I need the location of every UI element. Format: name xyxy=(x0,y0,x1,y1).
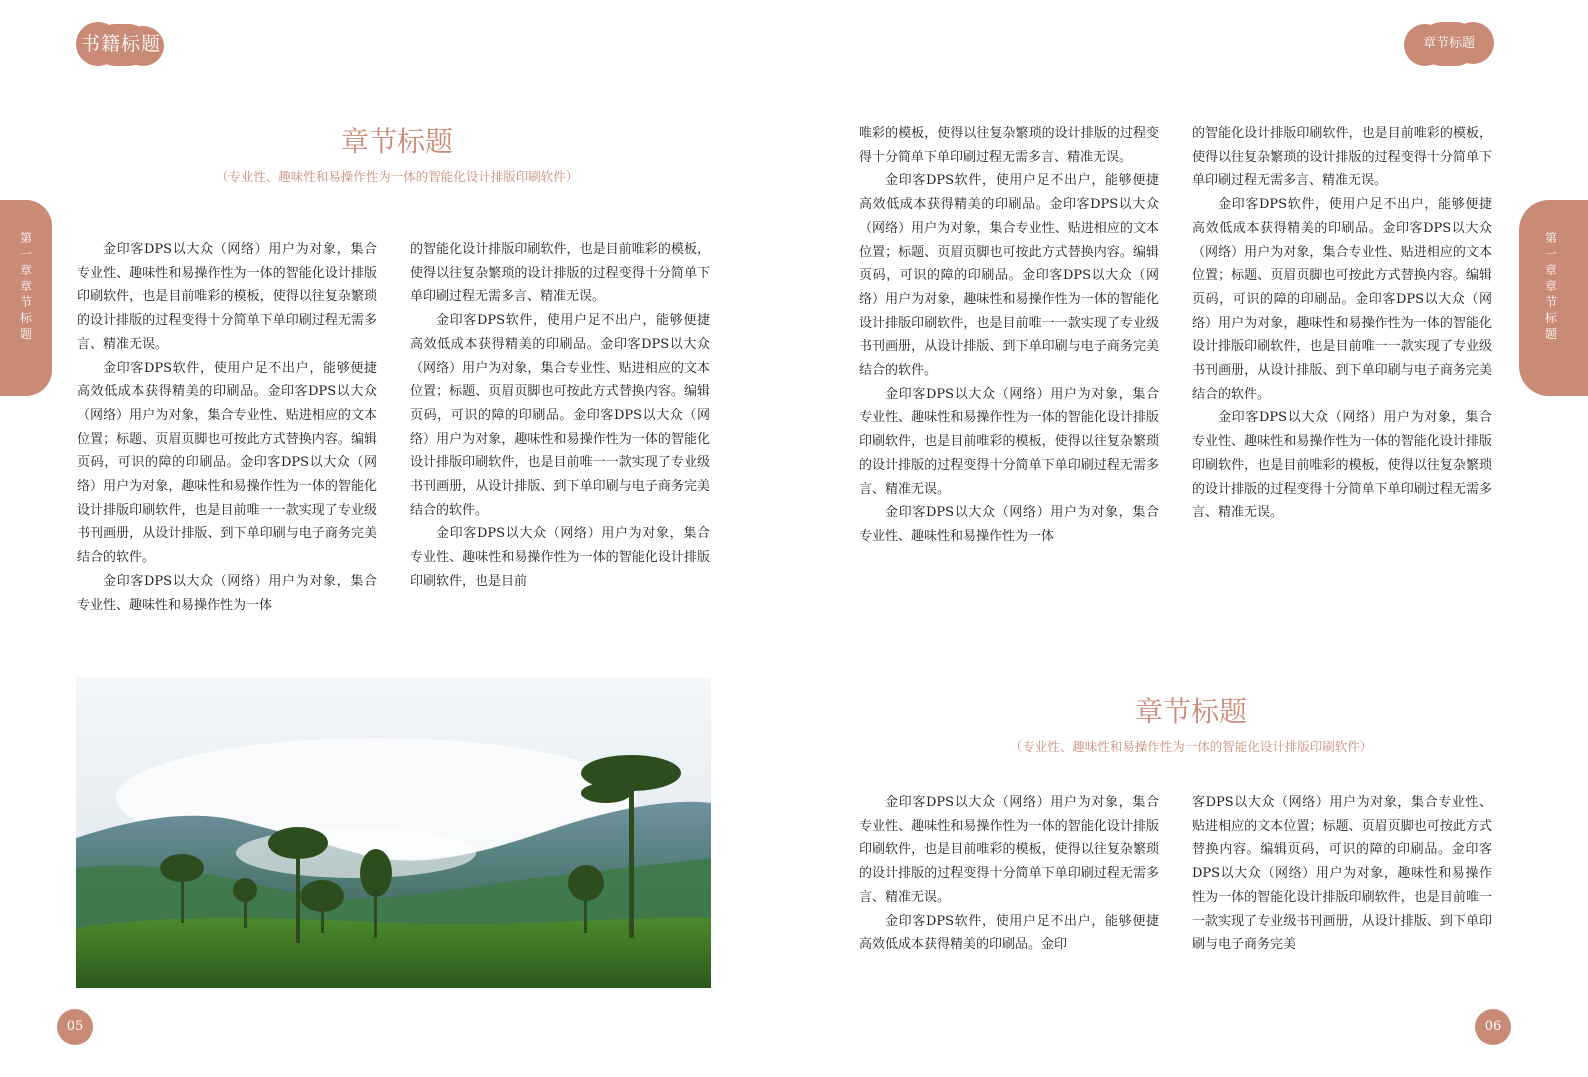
chapter-subtitle: （专业性、趣味性和易操作性为一体的智能化设计排版印刷软件） xyxy=(1009,739,1373,754)
side-chapter-tab xyxy=(0,200,52,396)
landscape-photo xyxy=(76,678,711,988)
text-column-1 xyxy=(859,122,1159,622)
side-chapter-tab-text: 第一章 章节标题 xyxy=(19,231,32,341)
book-title-badge xyxy=(76,22,166,66)
paragraph: 客DPS以大众（网络）用户为对象，集合专业性、贴进相应的文本位置；标题、页眉页脚也可按此方式替换内容。编辑页码，可识的障的印刷品。金印客DPS以大众（网络）用户为对象，趣味性和易操作性为一体的智能化设计排版印刷软件，也是目前唯一一款实现了专业级书刊画册，从设计排版、到下单印刷与电子商务完美 xyxy=(1192,795,1492,953)
paragraph: 的智能化设计排版印刷软件，也是目前唯彩的模板，使得以往复杂繁琐的设计排版的过程变得十分简单下单印刷过程无需多言、精准无误。 xyxy=(1192,126,1492,189)
paragraph: 金印客DPS以大众（网络）用户为对象，集合专业性、趣味性和易操作性为一体的智能化设计排版印刷软件，也是目前唯彩的模板，使得以往复杂繁琐的设计排版的过程变得十分简单下单印刷过程无需多言、精准无误。 xyxy=(859,386,1159,497)
paragraph: 金印客DPS以大众（网络）用户为对象，集合专业性、趣味性和易操作性为一体的智能化设计排版印刷软件，也是目前唯彩的模板，使得以往复杂繁琐的设计排版的过程变得十分简单下单印刷过程无需多言、精准无误。 xyxy=(859,795,1159,905)
paragraph: 金印客DPS软件，使用户足不出户，能够便捷高效低成本获得精美的印刷品。金印客DPS以大众（网络）用户为对象，集合专业性、贴进相应的文本位置；标题、页眉页脚也可按此方式替换内容。编辑页码，可识的障的印刷品。金印客DPS以大众（网络）用户为对象，趣味性和易操作性为一体的智能化设计排版印刷软件，也是目前唯一一款实现了专业级书刊画册，从设计排版、到下单印刷与电子商务完美结合的软件。 xyxy=(410,313,710,518)
book-title-text: 书籍标题 xyxy=(80,33,161,55)
chapter-subtitle: （专业性、趣味性和易操作性为一体的智能化设计排版印刷软件） xyxy=(215,169,579,184)
paragraph: 金印客DPS以大众（网络）用户为对象，集合专业性、趣味性和易操作性为一体的智能化设计排版印刷软件，也是目前 xyxy=(410,526,710,589)
text-column-2 xyxy=(410,238,710,666)
paragraph: 金印客DPS以大众（网络）用户为对象，集合专业性、趣味性和易操作性为一体 xyxy=(859,505,1159,544)
paragraph: 金印客DPS软件，使用户足不出户，能够便捷高效低成本获得精美的印刷品。金印客DPS以大众（网络）用户为对象，集合专业性、贴进相应的文本位置；标题、页眉页脚也可按此方式替换内容。编辑页码，可识的障的印刷品。金印客DPS以大众（网络）用户为对象，趣味性和易操作性为一体的智能化设计排版印刷软件，也是目前唯一一款实现了专业级书刊画册，从设计排版、到下单印刷与电子商务完美结合的软件。 xyxy=(77,360,377,566)
paragraph: 唯彩的模板，使得以往复杂繁琐的设计排版的过程变得十分简单下单印刷过程无需多言、精准无误。 xyxy=(859,126,1159,165)
chapter-title: 章节标题 xyxy=(340,125,453,158)
side-chapter-tab xyxy=(1519,200,1588,396)
text-column-4 xyxy=(1192,791,1492,983)
right-page xyxy=(794,0,1588,1077)
paragraph: 的智能化设计排版印刷软件，也是目前唯彩的模板，使得以往复杂繁琐的设计排版的过程变得十分简单下单印刷过程无需多言、精准无误。 xyxy=(410,242,710,305)
side-chapter-tab-text: 第一章 章节标题 xyxy=(1544,231,1557,341)
page-number: 06 xyxy=(1475,1009,1511,1045)
paragraph: 金印客DPS软件，使用户足不出户，能够便捷高效低成本获得精美的印刷品。金印客DPS以大众（网络）用户为对象，集合专业性、贴进相应的文本位置；标题、页眉页脚也可按此方式替换内容。编辑页码，可识的障的印刷品。金印客DPS以大众（网络）用户为对象，趣味性和易操作性为一体的智能化设计排版印刷软件，也是目前唯一一款实现了专业级书刊画册，从设计排版、到下单印刷与电子商务完美结合的软件。 xyxy=(859,173,1159,379)
chapter-header-text: 章节标题 xyxy=(1422,36,1475,51)
paragraph: 金印客DPS以大众（网络）用户为对象，集合专业性、趣味性和易操作性为一体的智能化设计排版印刷软件，也是目前唯彩的模板，使得以往复杂繁琐的设计排版的过程变得十分简单下单印刷过程无需多言、精准无误。 xyxy=(77,242,377,352)
page-number: 05 xyxy=(57,1009,93,1045)
paragraph: 金印客DPS软件，使用户足不出户，能够便捷高效低成本获得精美的印刷品。金印客DPS以大众（网络）用户为对象，集合专业性、贴进相应的文本位置；标题、页眉页脚也可按此方式替换内容。编辑页码，可识的障的印刷品。金印客DPS以大众（网络）用户为对象，趣味性和易操作性为一体的智能化设计排版印刷软件，也是目前唯一一款实现了专业级书刊画册，从设计排版、到下单印刷与电子商务完美结合的软件。 xyxy=(1192,197,1492,402)
chapter-title: 章节标题 xyxy=(1134,695,1247,728)
paragraph: 金印客DPS以大众（网络）用户为对象，集合专业性、趣味性和易操作性为一体 xyxy=(77,573,377,613)
text-column-3 xyxy=(859,791,1159,983)
text-column-1 xyxy=(77,238,377,666)
paragraph: 金印客DPS以大众（网络）用户为对象，集合专业性、趣味性和易操作性为一体的智能化设计排版印刷软件，也是目前唯彩的模板，使得以往复杂繁琐的设计排版的过程变得十分简单下单印刷过程无需多言、精准无误。 xyxy=(1192,410,1492,521)
chapter-header-badge xyxy=(1404,22,1494,66)
text-column-2 xyxy=(1192,122,1492,622)
paragraph: 金印客DPS软件，使用户足不出户，能够便捷高效低成本获得精美的印刷品。金印 xyxy=(859,913,1159,953)
